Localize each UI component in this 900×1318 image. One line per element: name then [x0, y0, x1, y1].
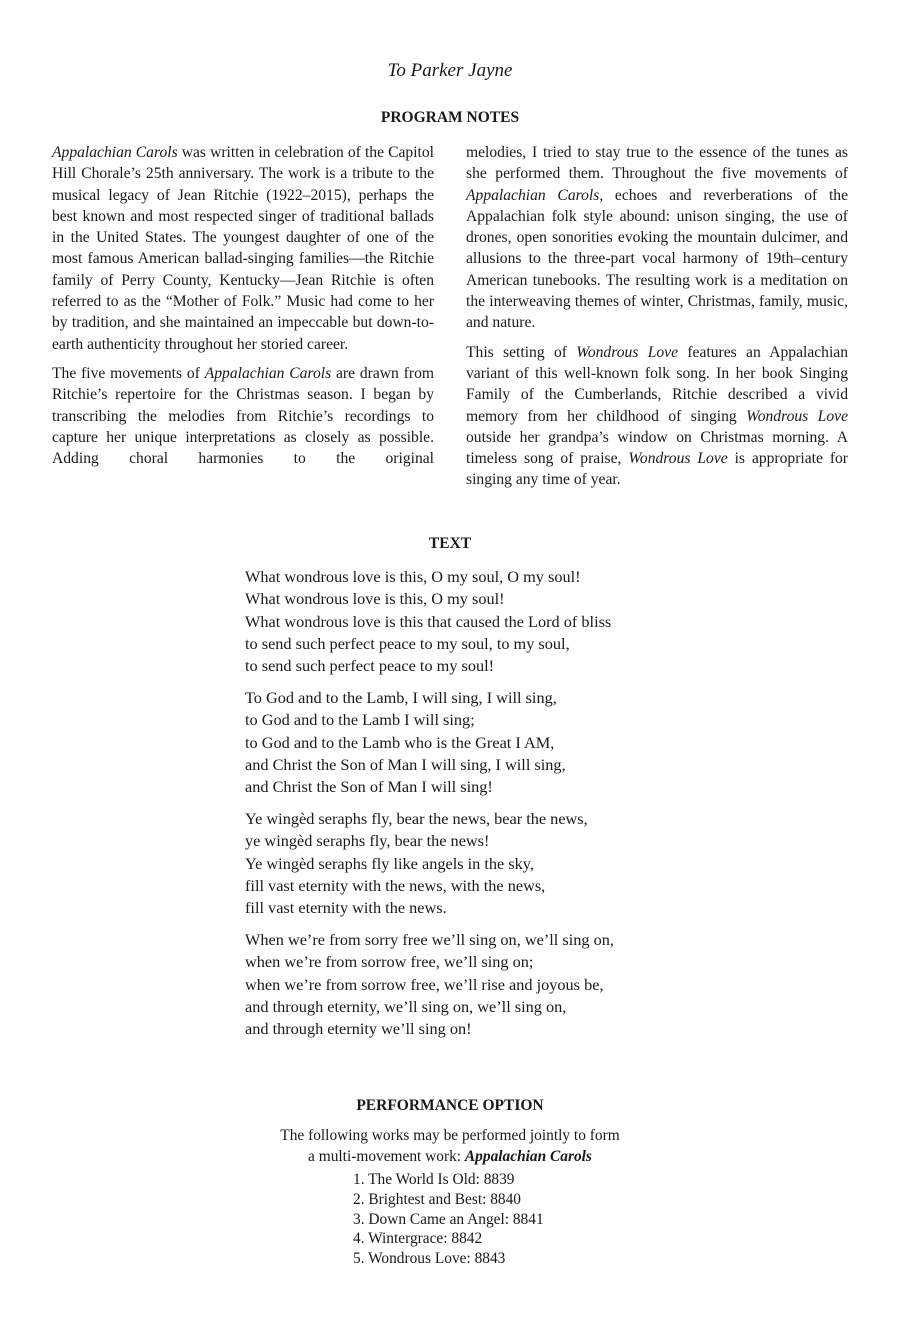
stanza-2: [245, 687, 745, 798]
multi-movement-work-title: Appalachian Carols: [464, 1147, 592, 1165]
lyric-line: When we’re from sorry free we’ll sing on, we’ll sing on,: [245, 929, 614, 949]
program-notes-paragraph-2: [52, 363, 434, 469]
paragraph-text: was written in celebration of the Capitol Hill Chorale’s 25th anniversary. The work is a tribute to the musical legacy of Jean Ritchie (1922–2015), perhaps the best known and most respected singer of traditional ballads in the United States. The youngest daughter of one of the most famous American ballad-singing families—the Ritchie family of Perry County, Kentucky—Jean Ritchie is often referred to as the “Mother of Folk.” Music had come to her by tradition, and she maintained an impeccable but down-to-earth authenticity throughout her storied career.: [52, 144, 434, 353]
stanza-3: [245, 808, 745, 919]
dedication: To Parker Jayne: [387, 60, 513, 81]
lyric-line: fill vast eternity with the news.: [245, 898, 447, 918]
performance-intro-line-1: The following works may be performed jointly to form: [280, 1127, 620, 1144]
lyric-line: when we’re from sorrow free, we’ll sing on;: [245, 952, 534, 972]
lyric-line: To God and to the Lamb, I will sing, I will sing,: [245, 687, 557, 707]
lyric-line: What wondrous love is this, O my soul!: [245, 589, 505, 609]
stanza-4: [245, 929, 745, 1040]
paragraph-text: melodies, I tried to stay true to the essence of the tunes as she performed them. Throughout the five movements of: [466, 144, 848, 183]
work-title: Appalachian Carols: [204, 364, 332, 382]
lyric-line: to send such perfect peace to my soul, to my soul,: [245, 633, 570, 653]
work-title: Appalachian Carols: [52, 144, 178, 161]
paragraph-text: are drawn from Ritchie’s repertoire for the Christmas season. I began by transcribing the melodies from Ritchie’s recordings to capture her unique interpretations as closely as possible. Adding choral harmonies to the original: [52, 364, 434, 468]
program-notes-right-column: [466, 142, 848, 499]
lyric-line: ye wingèd seraphs fly, bear the news!: [245, 831, 490, 851]
paragraph-text: This setting of: [466, 343, 577, 361]
lyric-line: and Christ the Son of Man I will sing, I will sing,: [245, 754, 566, 774]
program-notes-left-column: [52, 142, 434, 477]
song-title: Wondrous Love: [576, 343, 679, 361]
list-item: 1. The World Is Old: 8839: [353, 1171, 515, 1188]
list-item: 3. Down Came an Angel: 8841: [353, 1210, 544, 1228]
performance-intro-text: a multi-movement work:: [308, 1147, 465, 1165]
paragraph-text: , echoes and reverberations of the Appalachian folk style abound: unison singing, the use of drones, open sonorities evoking the mountain dulcimer, and allusions to the three-part vocal harmony of 19th–century American tunebooks. The resulting work is a meditation on the interweaving themes of winter, Christmas, family, music, and nature.: [466, 186, 848, 332]
performance-option-heading: PERFORMANCE OPTION: [356, 1097, 544, 1114]
list-item: 4. Wintergrace: 8842: [353, 1230, 483, 1248]
program-notes-heading: PROGRAM NOTES: [380, 109, 520, 126]
work-title: Appalachian Carols: [466, 186, 600, 204]
paragraph-text: outside her grandpa’s window on Christmas morning. A timeless song of praise,: [466, 428, 848, 468]
program-notes-paragraph-3: [466, 142, 848, 334]
paragraph-text: features an Appalachian variant of this well-known folk song. In her book Singing Family of the Cumberlands, Ritchie described a vivid memory from her childhood of singing: [466, 343, 849, 425]
text-heading: TEXT: [428, 535, 472, 552]
song-title: Wondrous Love: [628, 450, 728, 468]
list-item: 2. Brightest and Best: 8840: [353, 1190, 522, 1208]
stanza-1: [245, 566, 745, 677]
lyric-line: fill vast eternity with the news, with the news,: [245, 875, 546, 895]
lyric-line: and Christ the Son of Man I will sing!: [245, 777, 493, 797]
lyric-line: to God and to the Lamb I will sing;: [245, 710, 475, 730]
performance-intro-line-2: [0, 1147, 900, 1168]
lyric-line: when we’re from sorrow free, we’ll rise and joyous be,: [245, 974, 604, 994]
lyric-line: and through eternity we’ll sing on!: [245, 1019, 472, 1039]
lyric-line: What wondrous love is this, O my soul, O my soul!: [245, 567, 581, 586]
movement-list: [353, 1170, 544, 1269]
lyric-line: to send such perfect peace to my soul!: [245, 656, 495, 676]
performance-intro: [0, 1126, 900, 1167]
program-notes-paragraph-4: [466, 342, 848, 491]
paragraph-text: is appropriate for singing any time of year.: [466, 450, 848, 489]
lyric-line: Ye wingèd seraphs fly like angels in the sky,: [245, 853, 534, 873]
program-notes-paragraph-1: [52, 142, 434, 355]
paragraph-text: The five movements of: [52, 364, 205, 382]
list-item: 5. Wondrous Love: 8843: [353, 1250, 506, 1268]
song-title: Wondrous Love: [746, 407, 848, 425]
lyric-line: and through eternity, we’ll sing on, we’ll sing on,: [245, 996, 567, 1016]
lyric-line: Ye wingèd seraphs fly, bear the news, bear the news,: [245, 808, 588, 828]
lyrics: [245, 566, 745, 1050]
lyric-line: to God and to the Lamb who is the Great I AM,: [245, 732, 555, 752]
lyric-line: What wondrous love is this that caused the Lord of bliss: [245, 611, 612, 631]
